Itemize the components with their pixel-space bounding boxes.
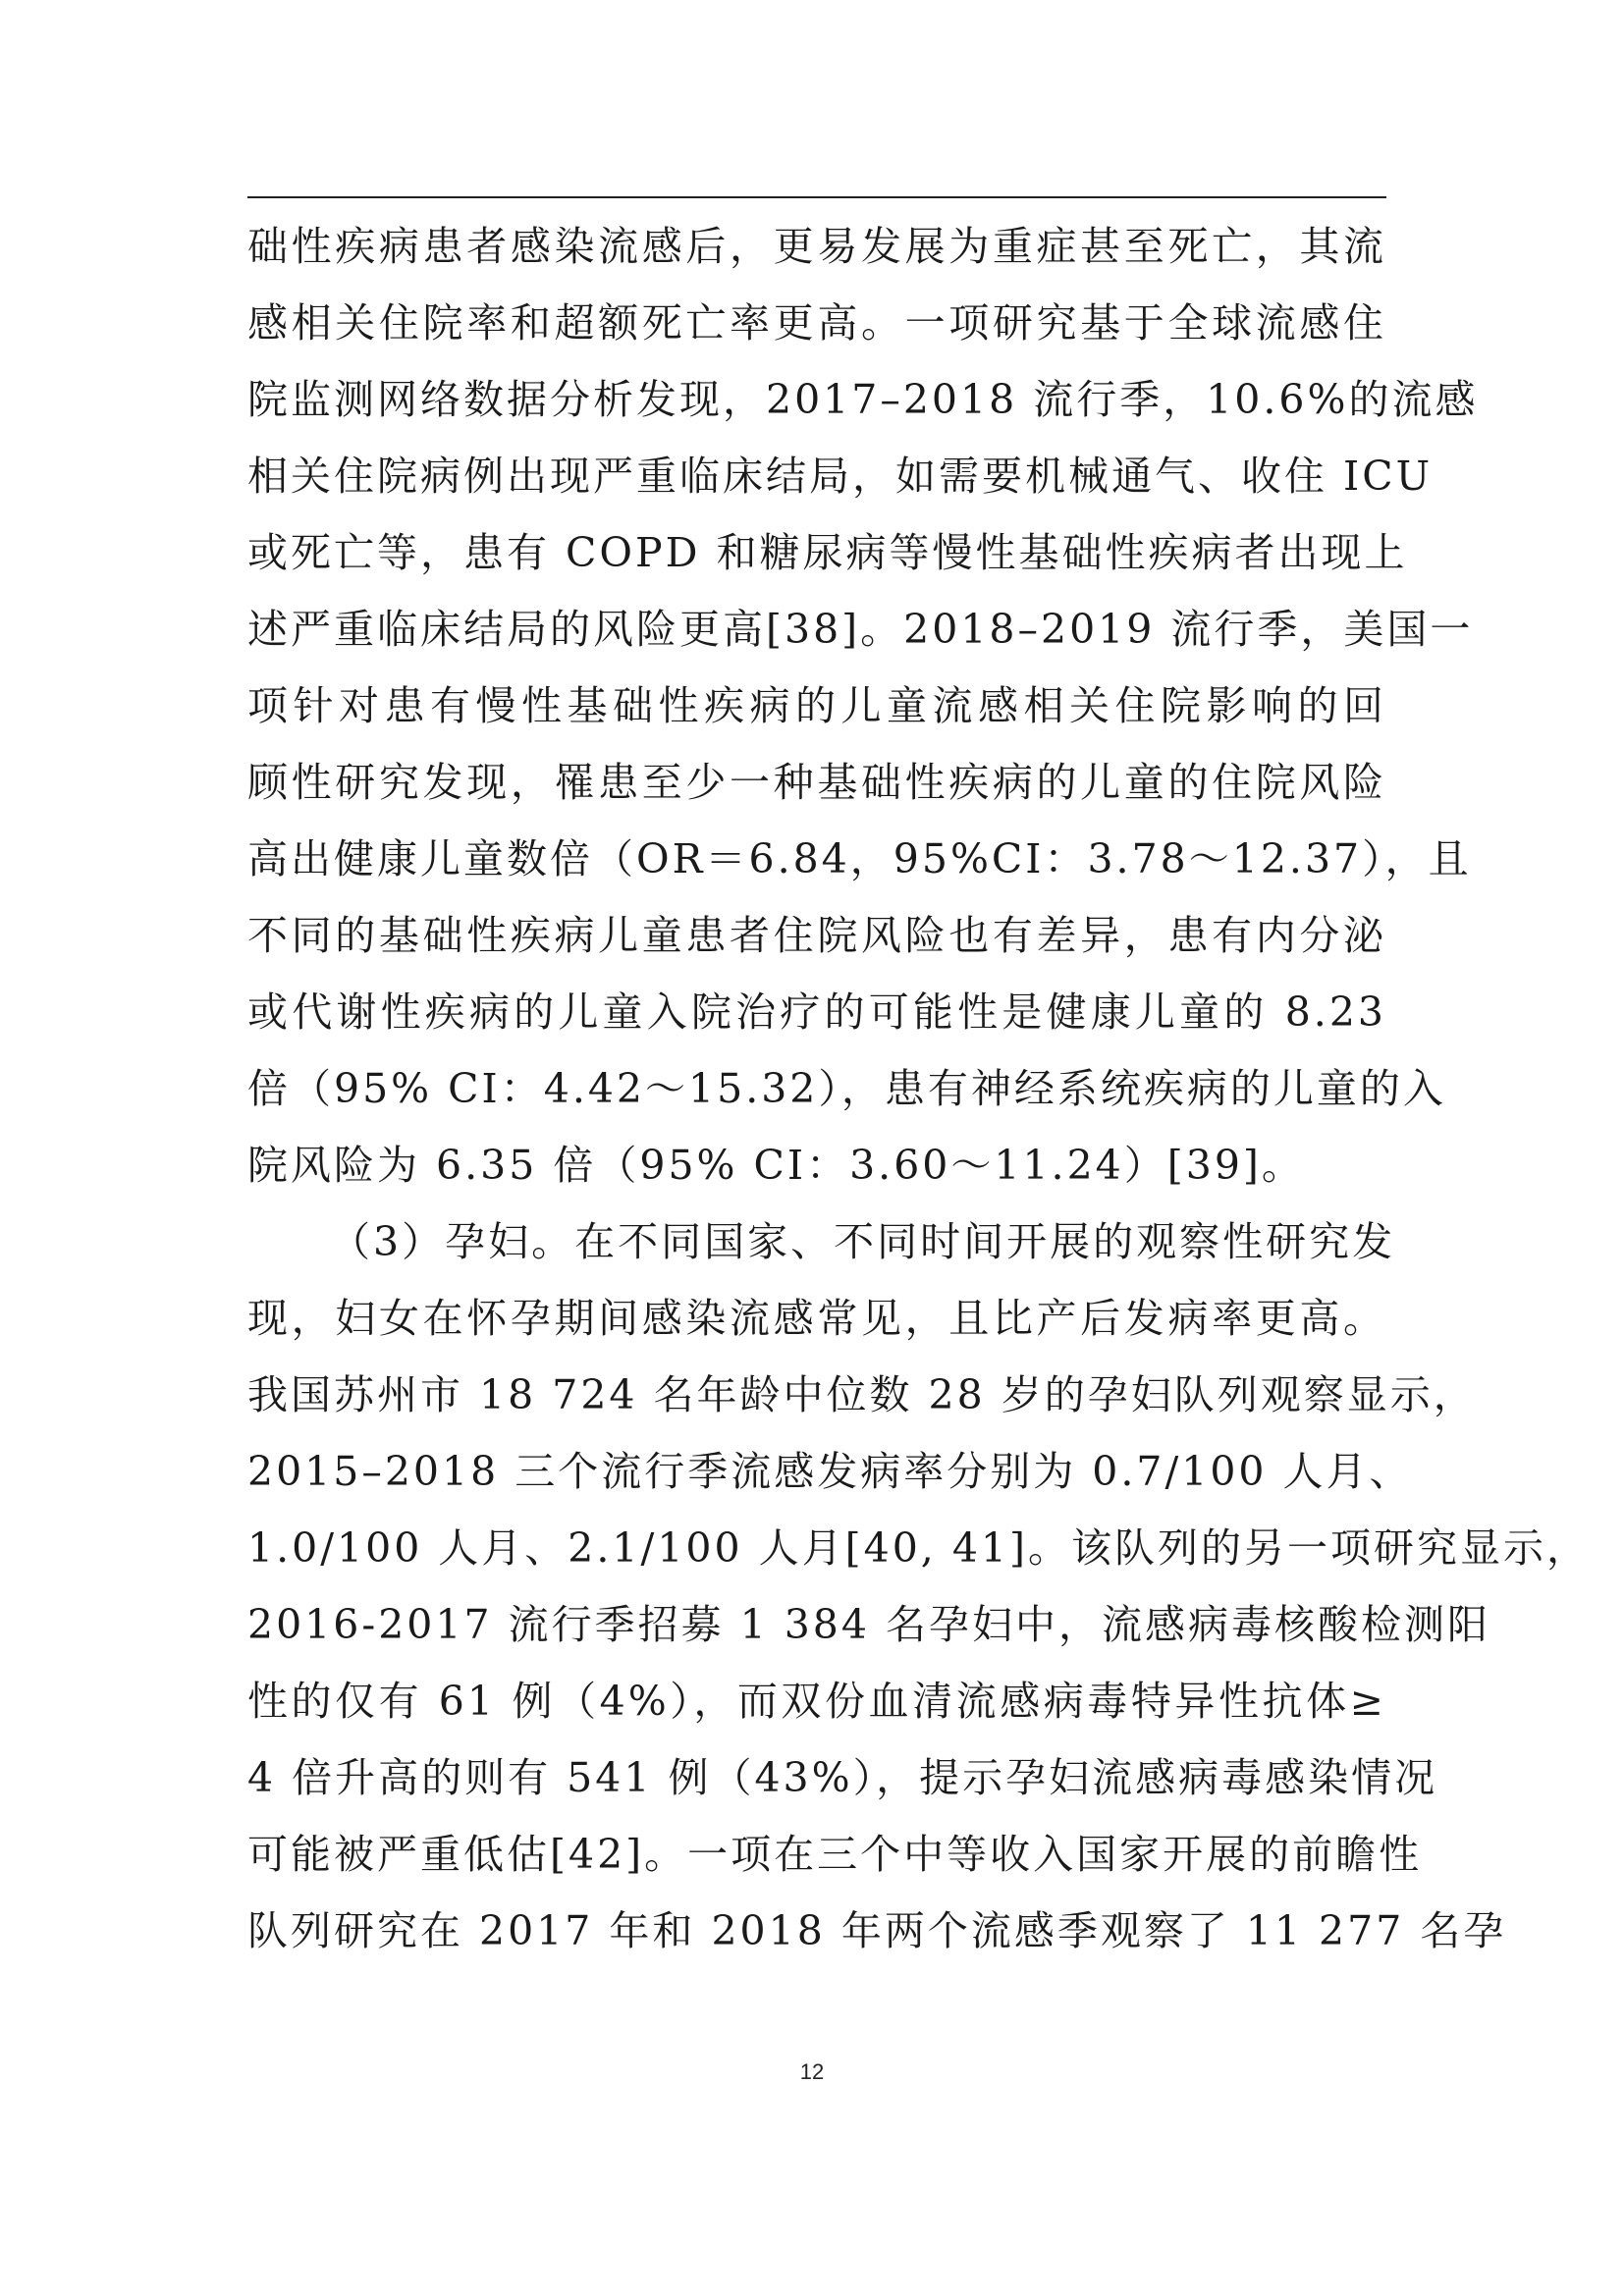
page-number: 12 [799,2059,825,2084]
text-line: 4 倍升高的则有 541 例（43%），提示孕妇流感病毒感染情况 [247,1754,1438,1801]
text-line: 队列研究在 2017 年和 2018 年两个流感季观察了 11 277 名孕 [247,1907,1507,1954]
text-line: 相关住院病例出现严重临床结局，如需要机械通气、收住 ICU [247,453,1434,500]
text-line: 顾性研究发现，罹患至少一种基础性疾病的儿童的住院风险 [247,759,1386,806]
text-line: 感相关住院率和超额死亡率更高。一项研究基于全球流感住 [247,299,1386,347]
text-line: 我国苏州市 18 724 名年龄中位数 28 岁的孕妇队列观察显示， [247,1371,1477,1418]
text-line: 2015–2018 三个流行季流感发病率分别为 0.7/100 人月、 [247,1448,1413,1495]
text-line: 或代谢性疾病的儿童入院治疗的可能性是健康儿童的 8.23 [247,988,1386,1036]
text-line: 高出健康儿童数倍（OR＝6.84，95%CI：3.78～12.37），且 [247,835,1472,882]
text-line: （3）孕妇。在不同国家、不同时间开展的观察性研究发 [330,1218,1396,1265]
text-line: 或死亡等，患有 COPD 和糖尿病等慢性基础性疾病者出现上 [247,529,1408,576]
text-line: 可能被严重低估[42]。一项在三个中等收入国家开展的前瞻性 [247,1831,1423,1878]
header-rule [247,196,1386,198]
text-line: 述严重临床结局的风险更高[38]。2018–2019 流行季，美国一 [247,606,1474,653]
text-line: 2016-2017 流行季招募 1 384 名孕妇中，流感病毒核酸检测阳 [247,1601,1491,1648]
text-line: 础性疾病患者感染流感后，更易发展为重症甚至死亡，其流 [247,223,1386,270]
text-line: 1.0/100 人月、2.1/100 人月[40, 41]。该队列的另一项研究显示， [247,1524,1591,1572]
text-line: 院监测网络数据分析发现，2017–2018 流行季，10.6%的流感 [247,376,1479,423]
text-line: 性的仅有 61 例（4%），而双份血清流感病毒特异性抗体≥ [247,1678,1386,1725]
body-text [247,208,1591,1969]
text-line: 现，妇女在怀孕期间感染流感常见，且比产后发病率更高。 [247,1295,1386,1342]
text-line: 倍（95% CI：4.42～15.32），患有神经系统疾病的儿童的入 [247,1065,1446,1112]
text-line: 院风险为 6.35 倍（95% CI：3.60～11.24）[39]。 [247,1142,1305,1189]
text-line: 项针对患有慢性基础性疾病的儿童流感相关住院影响的回 [247,682,1386,729]
text-line: 不同的基础性疾病儿童患者住院风险也有差异，患有内分泌 [247,912,1386,959]
